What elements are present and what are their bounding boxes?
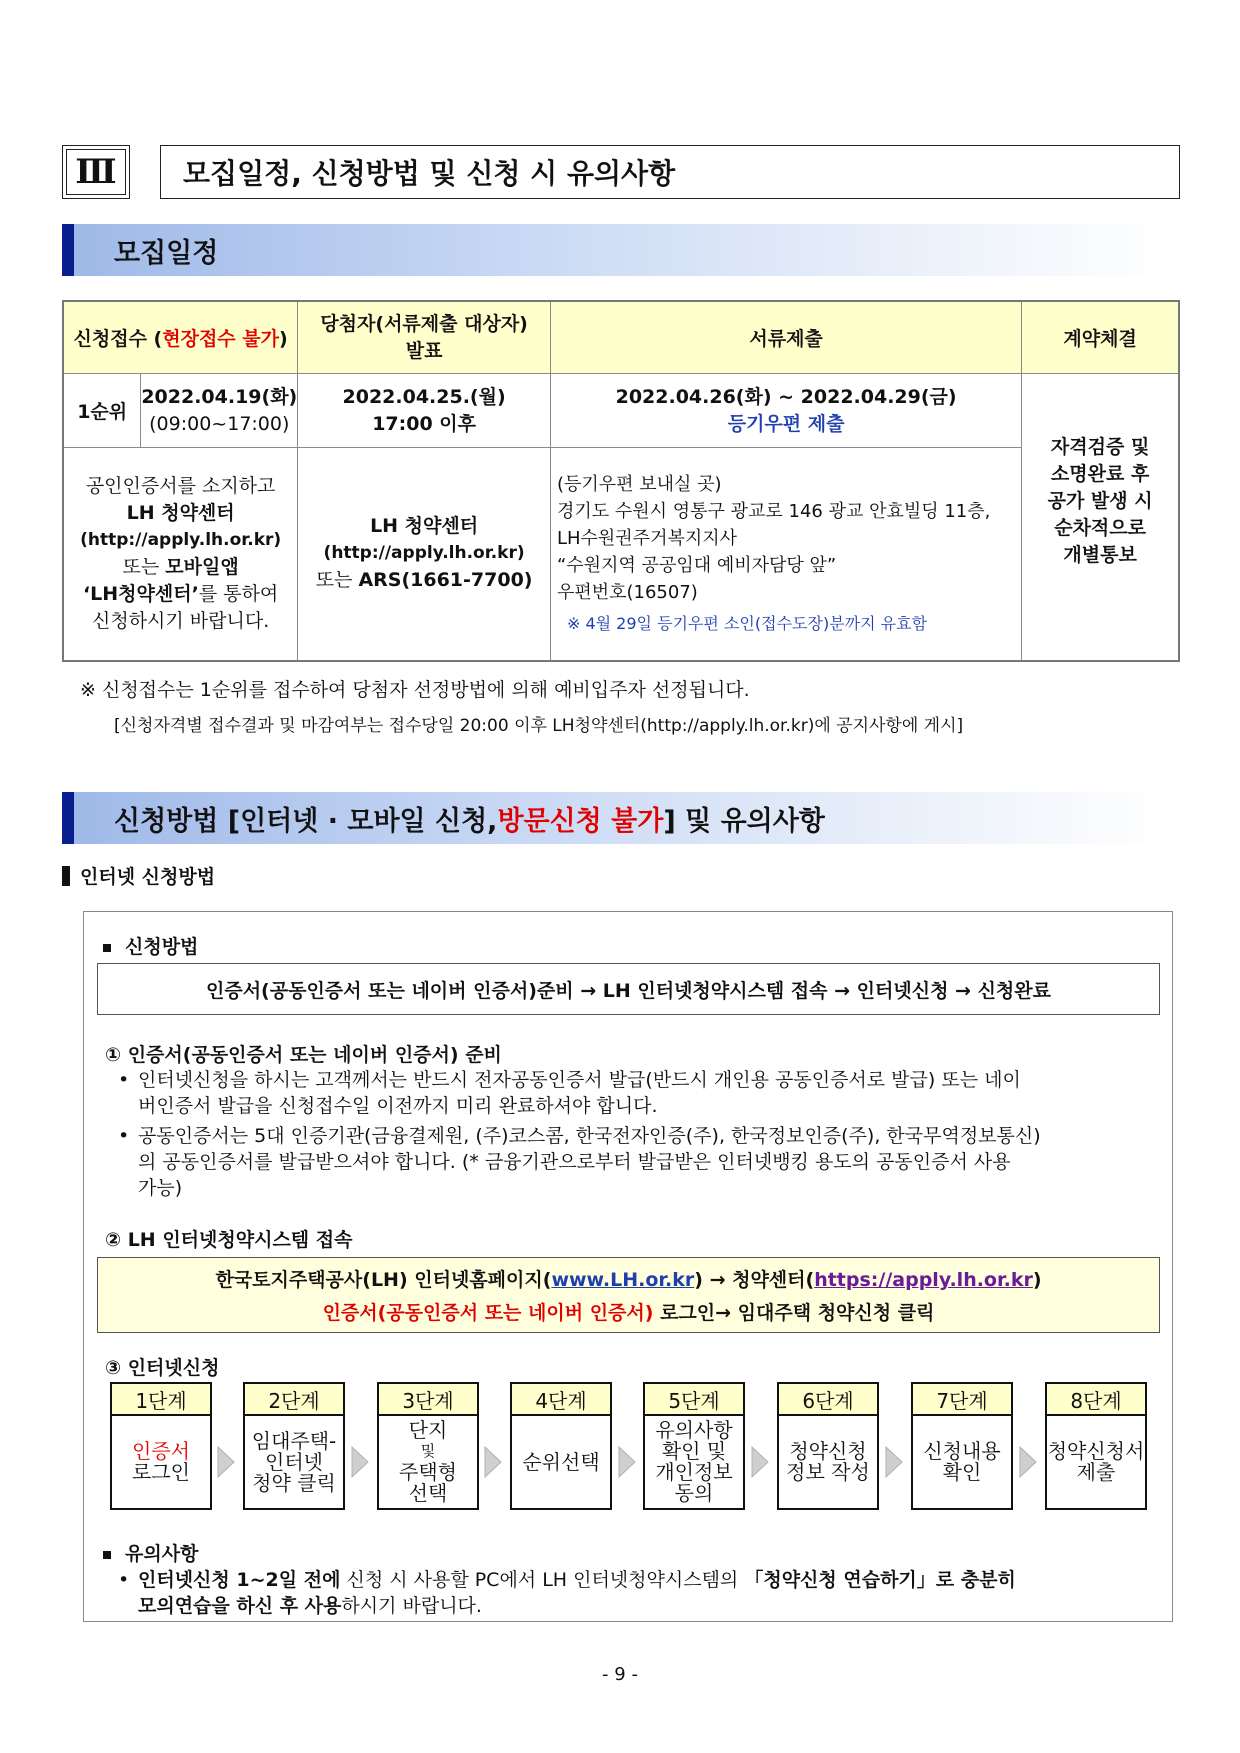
mailing-address-cell: (등기우편 보내실 곳) 경기도 수원시 영통구 광교로 146 광교 안효빌딩 11층, LH수원권주거복지지사 “수원지역 공공임대 예비자담당 앞” 우편번호(16507) ※ 4월 29일 등기우편 소인(접수도장)분까지 유효함 (550, 448, 1021, 661)
submission-period-cell: 2022.04.26(화) ~ 2022.04.29(금) 등기우편 제출 (550, 374, 1021, 448)
method-band-title: 신청방법 [인터넷 · 모바일 신청, 방문신청 불가 ] 및 유의사항 (74, 792, 1170, 844)
step-2-body: 임대주택- 인터넷 청약 클릭 (243, 1414, 345, 1510)
step-8-body: 청약신청서 제출 (1045, 1414, 1147, 1510)
step-2-head: 2단계 (243, 1382, 345, 1416)
apply-center-link[interactable]: https://apply.lh.or.kr (814, 1269, 1033, 1291)
step2-box: 한국토지주택공사(LH) 인터넷홈페이지(www.LH.or.kr) → 청약센터(https://apply.lh.or.kr) 인증서(공동인증서 또는 네이버 인증서) 로그인→ 임대주택 청약신청 클릭 (97, 1257, 1160, 1333)
chevron-right-icon (750, 1443, 772, 1481)
chevron-right-icon (216, 1443, 238, 1481)
step-7-body: 신청내용 확인 (911, 1414, 1013, 1510)
step3-title: ③ 인터넷신청 (105, 1357, 220, 1379)
schedule-band (62, 224, 1170, 276)
header-documents: 서류제출 (550, 301, 1021, 374)
caution-text: • 인터넷신청 1~2일 전에 신청 시 사용할 PC에서 LH 인터넷청약시스템의 「청약신청 연습하기」로 충분히 모의연습을 하신 후 사용하시기 바랍니다. (118, 1569, 1016, 1617)
method-band (62, 792, 1170, 844)
schedule-band-title: 모집일정 (74, 224, 1170, 276)
schedule-table (62, 300, 1180, 662)
step-4-body: 순위선택 (510, 1414, 612, 1510)
step1-bullets: • 인터넷신청을 하시는 고객께서는 반드시 전자공동인증서 발급(반드시 개인용 공동인증서로 발급) 또는 네이 버인증서 발급을 신청접수일 이전까지 미리 완료하셔야 합니다. • 공동인증서는 5대 인증기관(금융결제원, (주)코스콤, 한국전자인증(주), 한국정보인증(주), 한국무역정보통신) 의 공동인증서를 발급받으셔야 합니다. (* 금융기관으로부터 발급받은 인터넷뱅킹 용도의 공동인증서 사용 가능) (118, 1069, 1041, 1199)
schedule-note-2: [신청자격별 접수결과 및 마감여부는 접수당일 20:00 이후 LH청약센터(http://apply.lh.or.kr)에 공지사항에 게시] (114, 716, 964, 736)
rank-cell: 1순위 (63, 374, 141, 448)
step-6-body: 청약신청 정보 작성 (777, 1414, 879, 1510)
header-application: 신청접수 (현장접수 불가) (63, 301, 298, 374)
step-1-head: 1단계 (110, 1382, 212, 1416)
header-announcement: 당첨자(서류제출 대상자) 발표 (298, 301, 551, 374)
how-label: 신청방법 (103, 932, 198, 959)
chevron-right-icon (350, 1443, 372, 1481)
section-title: 모집일정, 신청방법 및 신청 시 유의사항 (160, 145, 1180, 199)
step-5-head: 5단계 (643, 1382, 745, 1416)
step-4-head: 4단계 (510, 1382, 612, 1416)
contract-cell: 자격검증 및 소명완료 후 공가 발생 시 순차적으로 개별통보 (1022, 374, 1179, 661)
page-number: - 9 - (602, 1664, 638, 1685)
schedule-note-1: ※ 신청접수는 1순위를 접수하여 당첨자 선정방법에 의해 예비입주자 선정됩니다. (80, 679, 750, 701)
step1-title: ① 인증서(공동인증서 또는 네이버 인증서) 준비 (105, 1044, 502, 1066)
header-contract: 계약체결 (1022, 301, 1179, 374)
step-3-head: 3단계 (377, 1382, 479, 1416)
flow-summary: 인증서(공동인증서 또는 네이버 인증서)준비 → LH 인터넷청약시스템 접속 → 인터넷신청 → 신청완료 (97, 963, 1160, 1015)
announcement-method-cell: LH 청약센터 (http://apply.lh.or.kr) 또는 ARS(1661-7700) (298, 448, 551, 661)
caution-label: 유의사항 (103, 1539, 198, 1566)
lh-homepage-link[interactable]: www.LH.or.kr (551, 1269, 695, 1291)
step-6-head: 6단계 (777, 1382, 879, 1416)
chevron-right-icon (617, 1443, 639, 1481)
chevron-right-icon (1018, 1443, 1040, 1481)
step-1-body: 인증서 로그인 (110, 1414, 212, 1510)
step2-title: ② LH 인터넷청약시스템 접속 (105, 1229, 353, 1251)
internet-method-label: 인터넷 신청방법 (62, 862, 215, 889)
step-5-body: 유의사항 확인 및 개인정보 동의 (643, 1414, 745, 1510)
application-method-cell: 공인인증서를 소지하고 LH 청약센터 (http://apply.lh.or.kr) 또는 모바일앱 ‘LH청약센터’를 통하여 신청하시기 바랍니다. (63, 448, 298, 661)
chevron-right-icon (483, 1443, 505, 1481)
chevron-right-icon (884, 1443, 906, 1481)
step-8-head: 8단계 (1045, 1382, 1147, 1416)
section-roman-number: Ⅲ (62, 145, 130, 199)
step-3-body: 단지 및 주택형 선택 (377, 1414, 479, 1510)
step-7-head: 7단계 (911, 1382, 1013, 1416)
application-date-cell: 2022.04.19(화) (09:00~17:00) (141, 374, 298, 448)
announcement-date-cell: 2022.04.25.(월) 17:00 이후 (298, 374, 551, 448)
